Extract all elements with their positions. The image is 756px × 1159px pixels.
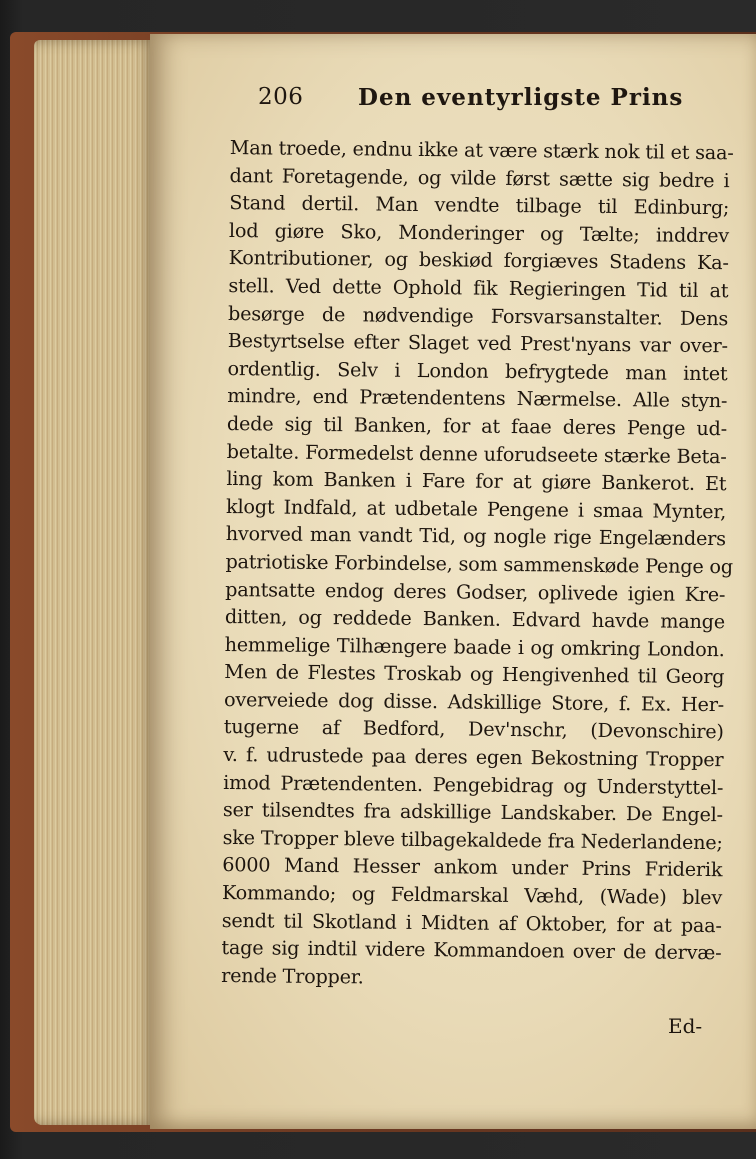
text-line: ditten, og reddede Banken. Edvard havde mange bbox=[224, 605, 726, 634]
text-line: imod Prætendenten. Pengebidrag og Understyttel- bbox=[223, 770, 724, 799]
text-line: ordentlig. Selv i London befrygtede man intet bbox=[227, 356, 728, 385]
text-line: v. f. udrustede paa deres egen Bekostning Tropper bbox=[223, 743, 724, 772]
text-line: Kontributioner, og beskiød forgiæves Stadens Ka- bbox=[228, 246, 729, 275]
text-line: dede sig til Banken, for at faae deres Penge ud- bbox=[226, 411, 728, 441]
text-line: besørge de nødvendige Forsvarsanstalter. Dens bbox=[228, 301, 729, 330]
text-line: dant Foretagende, og vilde først sætte sig bedre i bbox=[229, 163, 730, 192]
text-line: Kommando; og Feldmarskal Væhd, (Wade) blev bbox=[221, 880, 723, 910]
catchword: Ed- bbox=[668, 1014, 703, 1038]
body-text bbox=[221, 134, 734, 995]
text-line: patriotiske Forbindelse, som sammenskøde Penge og bbox=[225, 549, 734, 579]
text-line: 6000 Mand Hesser ankom under Prins Friderik bbox=[222, 853, 723, 882]
text-line: klogt Indfald, at udbetale Pengene i smaa Mynter, bbox=[225, 494, 727, 523]
page-edges bbox=[34, 40, 156, 1125]
text-line: hemmelige Tilhængere baade i og omkring London. bbox=[224, 632, 725, 661]
running-head-title: Den eventyrligste Prins bbox=[358, 84, 684, 111]
text-line: tugerne af Bedford, Dev'nschr, (Devonschire) bbox=[223, 715, 724, 744]
running-head bbox=[258, 82, 738, 116]
text-line: rende Tropper. bbox=[221, 963, 364, 989]
text-line: overveiede dog disse. Adskillige Store, f. Ex. Her- bbox=[223, 687, 725, 717]
text-line: stell. Ved dette Ophold fik Regieringen Tid til at bbox=[228, 273, 729, 303]
text-line: Men de Flestes Troskab og Hengivenhed til Georg bbox=[224, 660, 725, 689]
text-line: sendt til Skotland i Midten af Oktober, for at paa- bbox=[221, 908, 722, 937]
text-line: hvorved man vandt Tid, og nogle rige Engelænders bbox=[225, 522, 726, 551]
page-number: 206 bbox=[258, 84, 304, 110]
text-line: ser tilsendtes fra adskillige Landskaber. De Engel- bbox=[222, 798, 724, 827]
text-line: ske Tropper bleve tilbagekaldede fra Nederlandene; bbox=[222, 825, 723, 855]
text-line: ling kom Banken i Fare for at giøre Bankerot. Et bbox=[226, 467, 727, 496]
text-line: mindre, end Prætendentens Nærmelse. Alle styn- bbox=[227, 384, 728, 413]
text-line: betalte. Formedelst denne uforudseete stærke Beta- bbox=[226, 439, 727, 468]
text-line: pantsatte endog deres Godser, oplivede igien Kre- bbox=[225, 577, 726, 606]
text-line: Man troede, endnu ikke at være stærk nok til et saa- bbox=[229, 135, 734, 165]
text-line: tage sig indtil videre Kommandoen over de dervæ- bbox=[221, 936, 722, 965]
text-line: Stand dertil. Man vendte tilbage til Edinburg; bbox=[229, 191, 730, 220]
text-line: Bestyrtselse efter Slaget ved Prest'nyans var over- bbox=[227, 329, 728, 358]
book-page bbox=[150, 34, 756, 1129]
text-line: lod giøre Sko, Monderinger og Tælte; inddrev bbox=[228, 218, 730, 248]
